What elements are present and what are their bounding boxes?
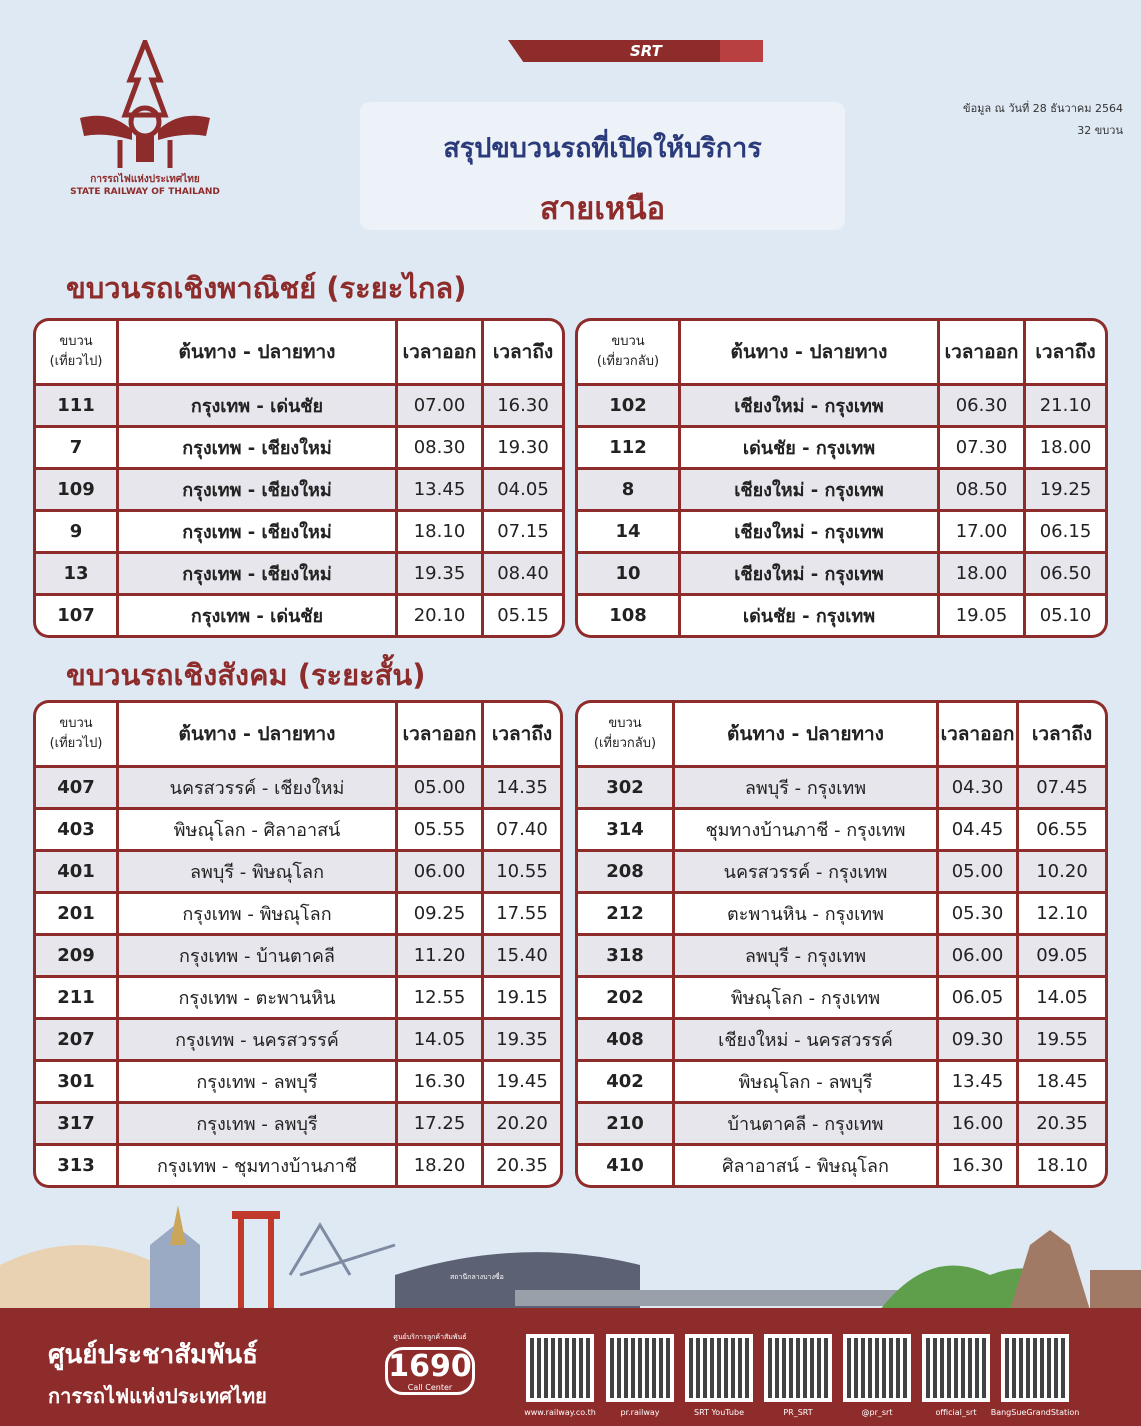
table-row	[578, 1146, 1105, 1185]
arrival-time: 17.55	[496, 903, 548, 924]
route: เด่นชัย - กรุงเทพ	[681, 428, 940, 467]
route: เชียงใหม่ - กรุงเทพ	[681, 512, 940, 551]
route: บ้านตาคลี - กรุงเทพ	[675, 1104, 939, 1143]
departure-time: 06.30	[940, 386, 1026, 425]
train-number: 8	[578, 470, 681, 509]
train-number: 313	[36, 1146, 119, 1185]
train-number: 10	[578, 554, 681, 593]
arrival-time: 19.25	[1039, 479, 1092, 500]
arrival-time: 10.55	[496, 861, 548, 882]
footer-subtitle: การรถไฟแห่งประเทศไทย	[48, 1384, 267, 1408]
departure-time: 16.00	[939, 1104, 1019, 1143]
header-train-no	[578, 703, 675, 765]
footer-title: ศูนย์ประชาสัมพันธ์	[48, 1340, 258, 1370]
train-number: 317	[36, 1104, 119, 1143]
departure-time: 18.00	[940, 554, 1026, 593]
qr-pattern	[689, 1338, 749, 1398]
header-arrive: เวลาถึง	[1031, 723, 1093, 745]
train-number: 209	[36, 936, 119, 975]
table-row	[578, 936, 1105, 975]
departure-time: 07.00	[398, 386, 484, 425]
table-row	[36, 1020, 560, 1059]
qr-label: @pr_srt	[861, 1408, 893, 1417]
arrival-time: 10.20	[1036, 861, 1088, 882]
qr-label: PR_SRT	[783, 1408, 813, 1417]
departure-time: 18.10	[398, 512, 484, 551]
table-row	[36, 512, 562, 551]
header-depart: เวลาออก	[940, 321, 1026, 383]
header-train-no	[36, 703, 119, 765]
train-number: 13	[36, 554, 119, 593]
route: กรุงเทพ - พิษณุโลก	[119, 894, 398, 933]
route: กรุงเทพ - ลพบุรี	[119, 1062, 398, 1101]
header-arrive: เวลาถึง	[491, 723, 553, 745]
table-row	[578, 386, 1105, 425]
table-short-inbound	[575, 700, 1108, 1188]
departure-time: 16.30	[939, 1146, 1019, 1185]
departure-time: 17.25	[398, 1104, 484, 1143]
header-depart: เวลาออก	[939, 703, 1019, 765]
call-center-caption: ศูนย์บริการลูกค้าสัมพันธ์	[393, 1333, 467, 1341]
arrival-time: 19.30	[497, 437, 549, 458]
qr-pattern	[1005, 1338, 1065, 1398]
train-number: 202	[578, 978, 675, 1017]
arrival-time: 07.40	[496, 819, 548, 840]
header-train-label: ขบวน	[608, 716, 642, 731]
route: กรุงเทพ - ชุมทางบ้านภาชี	[119, 1146, 398, 1185]
header-direction-label: (เที่ยวไป)	[49, 736, 103, 751]
route: เชียงใหม่ - กรุงเทพ	[681, 386, 940, 425]
route: กรุงเทพ - เชียงใหม่	[119, 554, 398, 593]
header-depart: เวลาออก	[398, 703, 484, 765]
arrival-time: 21.10	[1039, 395, 1092, 416]
qr-pattern	[530, 1338, 590, 1398]
table-row	[36, 894, 560, 933]
table-row	[578, 1104, 1105, 1143]
arrival-time: 06.50	[1039, 563, 1092, 584]
train-number: 410	[578, 1146, 675, 1185]
route: ลพบุรี - พิษณุโลก	[119, 852, 398, 891]
table-row	[36, 978, 560, 1017]
section-title-long-distance: ขบวนรถเชิงพาณิชย์ (ระยะไกล)	[66, 271, 467, 305]
arrival-time: 18.00	[1039, 437, 1092, 458]
call-center-badge[interactable]	[385, 1332, 475, 1417]
table-row	[578, 978, 1105, 1017]
arrival-time: 15.40	[496, 945, 548, 966]
route: กรุงเทพ - เชียงใหม่	[119, 512, 398, 551]
table-row	[578, 470, 1105, 509]
table-long-inbound	[575, 318, 1108, 638]
call-center-label: Call Center	[407, 1383, 453, 1392]
station-building-icon	[0, 1265, 160, 1310]
departure-time: 07.30	[940, 428, 1026, 467]
train-number: 14	[578, 512, 681, 551]
header-route: ต้นทาง - ปลายทาง	[681, 321, 940, 383]
table-row	[36, 936, 560, 975]
route: นครสวรรค์ - กรุงเทพ	[675, 852, 939, 891]
table-row	[36, 852, 560, 891]
qr-code-icon[interactable]	[922, 1334, 990, 1402]
table-long-outbound	[33, 318, 565, 638]
route: ศิลาอาสน์ - พิษณุโลก	[675, 1146, 939, 1185]
table-row	[36, 1146, 560, 1185]
train-number: 102	[578, 386, 681, 425]
qr-pattern	[610, 1338, 670, 1398]
table-header	[36, 321, 562, 383]
page-subtitle: สายเหนือ	[539, 191, 666, 227]
route: กรุงเทพ - ตะพานหิน	[119, 978, 398, 1017]
header-route: ต้นทาง - ปลายทาง	[119, 321, 398, 383]
train-number: 302	[578, 768, 675, 807]
giant-swing-icon	[238, 1215, 244, 1310]
route: กรุงเทพ - นครสวรรค์	[119, 1020, 398, 1059]
route: นครสวรรค์ - เชียงใหม่	[119, 768, 398, 807]
station-sign: สถานีกลางบางซื่อ	[450, 1273, 504, 1281]
departure-time: 20.10	[398, 596, 484, 635]
arrival-time: 08.40	[497, 563, 549, 584]
table-row	[578, 1062, 1105, 1101]
route: เชียงใหม่ - นครสวรรค์	[675, 1020, 939, 1059]
logo-english-name: STATE RAILWAY OF THAILAND	[70, 187, 220, 197]
train-number: 318	[578, 936, 675, 975]
qr-label: www.railway.co.th	[524, 1408, 596, 1417]
header-route: ต้นทาง - ปลายทาง	[119, 703, 398, 765]
departure-time: 18.20	[398, 1146, 484, 1185]
landmark-skyline	[0, 1205, 1141, 1310]
table-header	[578, 703, 1105, 765]
header-train-label: ขบวน	[59, 334, 93, 349]
arrival-time: 09.05	[1036, 945, 1088, 966]
logo-thai-name: การรถไฟแห่งประเทศไทย	[90, 174, 200, 185]
qr-label: BangSueGrandStation	[990, 1408, 1080, 1417]
departure-time: 05.55	[398, 810, 484, 849]
departure-time: 19.35	[398, 554, 484, 593]
header-arrive: เวลาถึง	[492, 341, 554, 363]
table-row	[36, 1104, 560, 1143]
header-direction-label: (เที่ยวกลับ)	[596, 354, 660, 369]
departure-time: 11.20	[398, 936, 484, 975]
departure-time: 16.30	[398, 1062, 484, 1101]
arrival-time: 20.35	[1036, 1113, 1088, 1134]
footer	[0, 1308, 1141, 1426]
departure-time: 05.30	[939, 894, 1019, 933]
arrival-time: 07.15	[497, 521, 549, 542]
departure-time: 13.45	[939, 1062, 1019, 1101]
route: กรุงเทพ - เชียงใหม่	[119, 428, 398, 467]
arrival-time: 12.10	[1036, 903, 1088, 924]
qr-pattern	[847, 1338, 907, 1398]
qr-label: official_srt	[935, 1408, 977, 1417]
arrival-time: 19.55	[1036, 1029, 1088, 1050]
arrival-time: 14.35	[496, 777, 548, 798]
route: เชียงใหม่ - กรุงเทพ	[681, 554, 940, 593]
route: ลพบุรี - กรุงเทพ	[675, 768, 939, 807]
departure-time: 04.30	[939, 768, 1019, 807]
table-row	[36, 470, 562, 509]
table-row	[36, 386, 562, 425]
departure-time: 08.30	[398, 428, 484, 467]
table-row	[578, 768, 1105, 807]
arrival-time: 04.05	[497, 479, 549, 500]
srt-mark: SRT	[630, 42, 662, 60]
route: ลพบุรี - กรุงเทพ	[675, 936, 939, 975]
route: พิษณุโลก - ลพบุรี	[675, 1062, 939, 1101]
date-note: ข้อมูล ณ วันที่ 28 ธันวาคม 2564	[963, 102, 1123, 115]
train-number: 210	[578, 1104, 675, 1143]
qr-pattern	[768, 1338, 828, 1398]
table-row	[578, 554, 1105, 593]
departure-time: 13.45	[398, 470, 484, 509]
qr-code-icon[interactable]	[764, 1334, 832, 1402]
departure-time: 14.05	[398, 1020, 484, 1059]
departure-time: 09.25	[398, 894, 484, 933]
header-depart: เวลาออก	[398, 321, 484, 383]
train-number: 9	[36, 512, 119, 551]
arrival-time: 05.10	[1039, 605, 1092, 626]
srt-top-bar-accent	[720, 40, 763, 62]
arrival-time: 19.35	[496, 1029, 548, 1050]
qr-pattern	[926, 1338, 986, 1398]
train-number: 208	[578, 852, 675, 891]
route: ตะพานหิน - กรุงเทพ	[675, 894, 939, 933]
route: กรุงเทพ - เด่นชัย	[119, 596, 398, 635]
departure-time: 17.00	[940, 512, 1026, 551]
qr-label: SRT YouTube	[693, 1408, 744, 1417]
train-number: 212	[578, 894, 675, 933]
table-row	[578, 894, 1105, 933]
section-title-short-distance: ขบวนรถเชิงสังคม (ระยะสั้น)	[66, 658, 426, 692]
departure-time: 09.30	[939, 1020, 1019, 1059]
train-number: 201	[36, 894, 119, 933]
departure-time: 05.00	[939, 852, 1019, 891]
arrival-time: 19.45	[496, 1071, 548, 1092]
route: กรุงเทพ - เด่นชัย	[119, 386, 398, 425]
train-number: 408	[578, 1020, 675, 1059]
arrival-time: 18.45	[1036, 1071, 1088, 1092]
route: ชุมทางบ้านภาชี - กรุงเทพ	[675, 810, 939, 849]
table-row	[578, 852, 1105, 891]
train-number: 211	[36, 978, 119, 1017]
table-row	[578, 596, 1105, 635]
header-train-label: ขบวน	[59, 716, 93, 731]
arrival-time: 06.55	[1036, 819, 1088, 840]
route: เด่นชัย - กรุงเทพ	[681, 596, 940, 635]
arrival-time: 16.30	[497, 395, 549, 416]
train-number: 301	[36, 1062, 119, 1101]
header-train-no	[578, 321, 681, 383]
srt-logo	[60, 40, 230, 205]
title-card	[360, 102, 845, 230]
arrival-time: 18.10	[1036, 1155, 1088, 1176]
route: พิษณุโลก - กรุงเทพ	[675, 978, 939, 1017]
table-row	[578, 512, 1105, 551]
train-number: 314	[578, 810, 675, 849]
departure-time: 19.05	[940, 596, 1026, 635]
table-header	[36, 703, 560, 765]
arrival-time: 05.15	[497, 605, 549, 626]
arrival-time: 19.15	[496, 987, 548, 1008]
header-train-label: ขบวน	[611, 334, 645, 349]
train-number: 112	[578, 428, 681, 467]
route: กรุงเทพ - บ้านตาคลี	[119, 936, 398, 975]
arrival-time: 07.45	[1036, 777, 1088, 798]
qr-code-icon[interactable]	[685, 1334, 753, 1402]
train-number: 111	[36, 386, 119, 425]
call-center-number: 1690	[385, 1347, 475, 1395]
table-row	[36, 596, 562, 635]
route: เชียงใหม่ - กรุงเทพ	[681, 470, 940, 509]
departure-time: 06.00	[398, 852, 484, 891]
garuda-emblem-icon	[70, 40, 220, 170]
qr-code-icon[interactable]	[606, 1334, 674, 1402]
qr-code-icon[interactable]	[526, 1334, 594, 1402]
header-train-no	[36, 321, 119, 383]
header-direction-label: (เที่ยวกลับ)	[593, 736, 657, 751]
departure-time: 04.45	[939, 810, 1019, 849]
departure-time: 08.50	[940, 470, 1026, 509]
route: พิษณุโลก - ศิลาอาสน์	[119, 810, 398, 849]
table-row	[36, 554, 562, 593]
train-number: 108	[578, 596, 681, 635]
table-row	[36, 768, 560, 807]
table-row	[36, 810, 560, 849]
data-info	[963, 98, 1123, 142]
train-number: 7	[36, 428, 119, 467]
train-number: 401	[36, 852, 119, 891]
table-row	[578, 428, 1105, 467]
table-row	[578, 810, 1105, 849]
departure-time: 06.00	[939, 936, 1019, 975]
qr-code-icon[interactable]	[843, 1334, 911, 1402]
qr-code-icon[interactable]	[1001, 1334, 1069, 1402]
route: กรุงเทพ - เชียงใหม่	[119, 470, 398, 509]
departure-time: 06.05	[939, 978, 1019, 1017]
qr-label: pr.railway	[620, 1408, 660, 1417]
arrival-time: 20.35	[496, 1155, 548, 1176]
departure-time: 12.55	[398, 978, 484, 1017]
arrival-time: 06.15	[1039, 521, 1092, 542]
arrival-time: 14.05	[1036, 987, 1088, 1008]
train-number: 109	[36, 470, 119, 509]
header-route: ต้นทาง - ปลายทาง	[675, 703, 939, 765]
header-arrive: เวลาถึง	[1035, 341, 1096, 363]
page-title: สรุปขบวนรถที่เปิดให้บริการ	[443, 133, 762, 164]
train-number: 403	[36, 810, 119, 849]
header-direction-label: (เที่ยวไป)	[49, 354, 103, 369]
bridge-icon	[290, 1225, 395, 1275]
table-row	[36, 1062, 560, 1101]
table-short-outbound	[33, 700, 563, 1188]
table-row	[36, 428, 562, 467]
count-note: 32 ขบวน	[1077, 124, 1123, 137]
train-number: 107	[36, 596, 119, 635]
table-row	[578, 1020, 1105, 1059]
table-header	[578, 321, 1105, 383]
departure-time: 05.00	[398, 768, 484, 807]
arrival-time: 20.20	[496, 1113, 548, 1134]
train-number: 407	[36, 768, 119, 807]
route: กรุงเทพ - ลพบุรี	[119, 1104, 398, 1143]
train-number: 207	[36, 1020, 119, 1059]
train-number: 402	[578, 1062, 675, 1101]
